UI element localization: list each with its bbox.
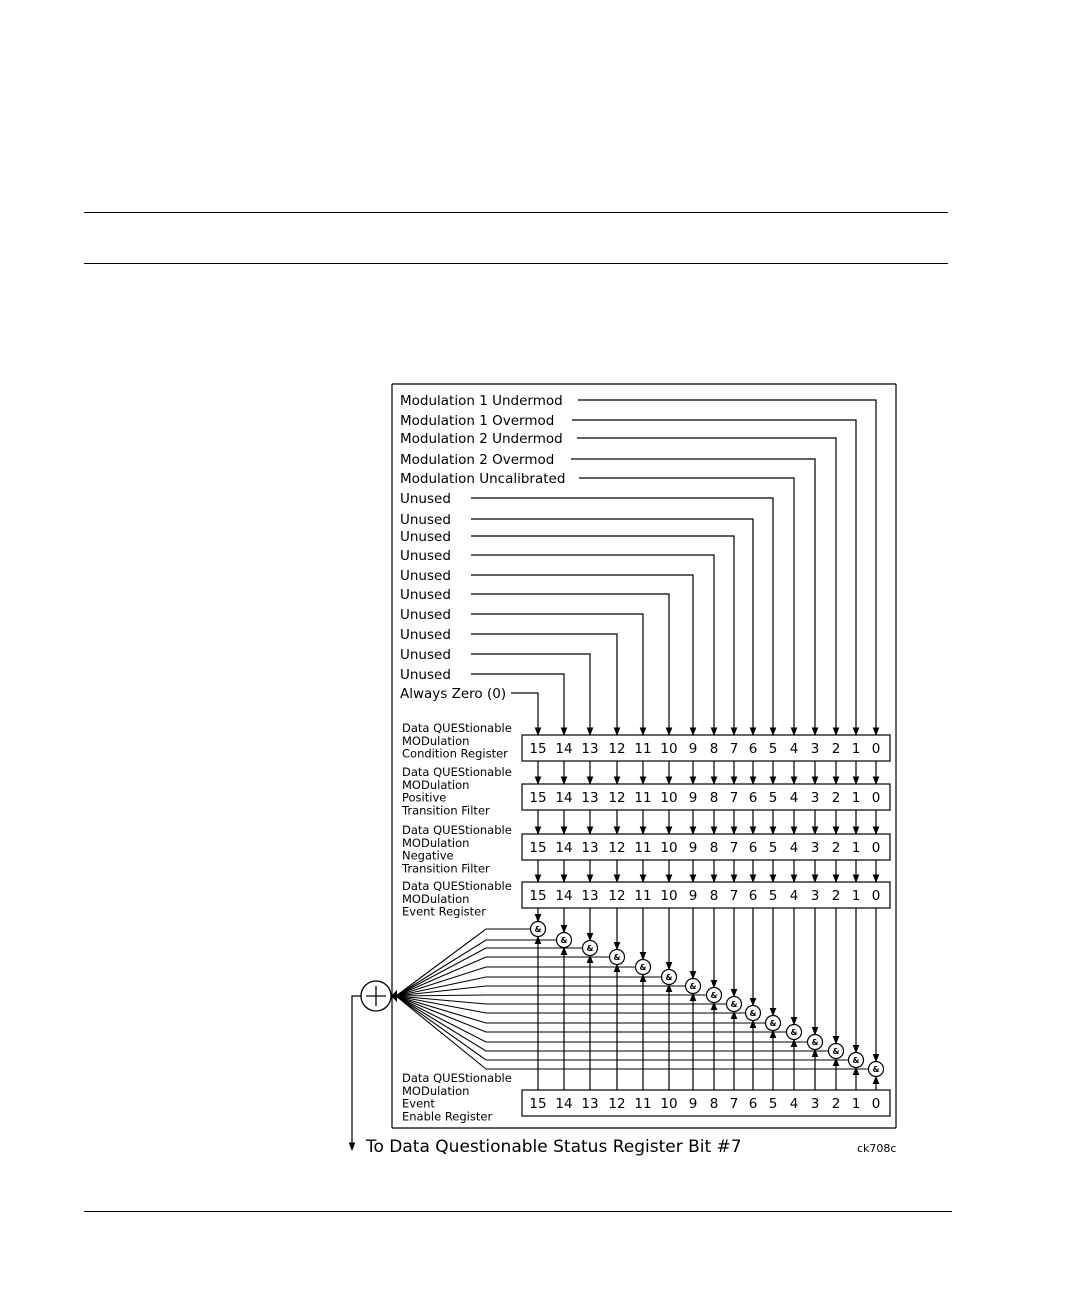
register-bit-9: 9: [688, 888, 698, 904]
input-label-bit-7: Unused: [400, 529, 451, 545]
register-label-line: MODulation: [402, 835, 470, 850]
register-bit-1: 1: [851, 888, 861, 904]
input-line-bit-2: [577, 438, 836, 735]
and-symbol: &: [769, 1019, 777, 1028]
register-label-line: Data QUEStionable: [402, 765, 512, 779]
and-symbol: &: [639, 963, 647, 972]
register-bit-5: 5: [768, 1096, 778, 1112]
input-label-bit-15: Always Zero (0): [400, 686, 507, 702]
and-symbol: &: [872, 1065, 880, 1074]
register-bit-2: 2: [831, 1096, 841, 1112]
register-bit-7: 7: [729, 1096, 739, 1112]
register-bit-12: 12: [608, 840, 626, 856]
register-3: [402, 879, 890, 919]
register-bit-7: 7: [729, 741, 739, 757]
register-bit-7: 7: [729, 840, 739, 856]
input-label-bit-13: Unused: [400, 647, 451, 663]
register-bit-10: 10: [660, 741, 678, 757]
register-bit-8: 8: [709, 1096, 719, 1112]
registers: [401, 721, 890, 1123]
input-label-bit-8: Unused: [400, 548, 451, 564]
register-bit-4: 4: [789, 1096, 799, 1112]
register-bit-6: 6: [748, 1096, 758, 1112]
register-bit-1: 1: [851, 741, 861, 757]
register-bit-2: 2: [831, 840, 841, 856]
register-bit-6: 6: [748, 790, 758, 806]
register-bit-12: 12: [608, 888, 626, 904]
register-bit-7: 7: [729, 888, 739, 904]
register-bit-9: 9: [688, 790, 698, 806]
register-bit-6: 6: [748, 840, 758, 856]
register-bit-5: 5: [768, 840, 778, 856]
register-bit-9: 9: [688, 1096, 698, 1112]
register-bit-12: 12: [608, 790, 626, 806]
register-bit-6: 6: [748, 888, 758, 904]
register-bit-4: 4: [789, 790, 799, 806]
register-bit-13: 13: [581, 741, 599, 757]
and-symbol: &: [852, 1056, 860, 1065]
and-symbol: &: [586, 944, 594, 953]
register-bit-3: 3: [810, 888, 820, 904]
register-bit-10: 10: [660, 840, 678, 856]
register-label-line: Event Register: [402, 904, 486, 919]
register-label-line: Enable Register: [402, 1109, 493, 1124]
register-bit-8: 8: [709, 840, 719, 856]
register-bit-14: 14: [555, 741, 573, 757]
register-bit-2: 2: [831, 888, 841, 904]
register-bit-11: 11: [634, 888, 652, 904]
register-bit-1: 1: [851, 840, 861, 856]
register-bit-8: 8: [709, 741, 719, 757]
input-label-bit-12: Unused: [400, 627, 451, 643]
register-label-line: Data QUEStionable: [402, 823, 512, 837]
register-bit-11: 11: [634, 840, 652, 856]
and-symbol: &: [560, 936, 568, 945]
register-bit-14: 14: [555, 840, 573, 856]
register-label-line: Condition Register: [402, 746, 508, 761]
input-line-bit-6: [471, 519, 753, 735]
register-bit-9: 9: [688, 741, 698, 757]
register-bit-0: 0: [871, 741, 881, 757]
register-0: [402, 721, 890, 761]
input-line-bit-12: [471, 634, 617, 735]
register-bit-4: 4: [789, 741, 799, 757]
register-bit-15: 15: [529, 741, 547, 757]
register-bit-0: 0: [871, 840, 881, 856]
register-bit-3: 3: [810, 790, 820, 806]
input-line-bit-10: [471, 594, 669, 735]
register-label-line: Transition Filter: [402, 803, 490, 818]
register-bit-5: 5: [768, 888, 778, 904]
input-line-bit-5: [471, 498, 773, 735]
register-bit-15: 15: [529, 790, 547, 806]
register-bit-5: 5: [768, 790, 778, 806]
register-bit-12: 12: [608, 741, 626, 757]
and-symbol: &: [790, 1028, 798, 1037]
register-bit-5: 5: [768, 741, 778, 757]
register-bit-4: 4: [789, 888, 799, 904]
and-gates: [396, 908, 884, 1090]
and-symbol: &: [811, 1038, 819, 1047]
register-bit-2: 2: [831, 790, 841, 806]
register-bit-0: 0: [871, 888, 881, 904]
input-label-bit-9: Unused: [400, 568, 451, 584]
register-label-line: Positive: [402, 790, 447, 805]
register-bit-14: 14: [555, 1096, 573, 1112]
register-1: [401, 765, 890, 817]
register-bit-13: 13: [581, 790, 599, 806]
input-line-bit-9: [471, 575, 693, 735]
register-bit-6: 6: [748, 741, 758, 757]
input-label-bit-14: Unused: [400, 667, 451, 683]
input-label-bit-0: Modulation 1 Undermod: [400, 393, 563, 409]
and-symbol: &: [710, 991, 718, 1000]
register-bit-9: 9: [688, 840, 698, 856]
and-symbol: &: [730, 1000, 738, 1009]
input-line-bit-8: [471, 555, 714, 735]
input-line-bit-0: [578, 400, 876, 735]
and-symbol: &: [665, 973, 673, 982]
register-bit-15: 15: [529, 840, 547, 856]
register-bit-8: 8: [709, 790, 719, 806]
bit-input-labels: [400, 393, 876, 735]
input-line-bit-15: [511, 693, 538, 735]
and-output-line: [396, 996, 808, 1042]
register-label-line: Data QUEStionable: [402, 721, 512, 735]
or-summation: [352, 981, 397, 1150]
register-bit-2: 2: [831, 741, 841, 757]
register-label-line: MODulation: [402, 777, 470, 792]
input-label-bit-1: Modulation 1 Overmod: [400, 413, 555, 429]
register-bit-3: 3: [810, 741, 820, 757]
register-bit-3: 3: [810, 1096, 820, 1112]
register-bit-11: 11: [634, 741, 652, 757]
and-symbol: &: [749, 1009, 757, 1018]
input-label-bit-3: Modulation 2 Overmod: [400, 452, 555, 468]
register-label-line: Negative: [402, 848, 454, 863]
output-label: To Data Questionable Status Register Bit #7: [366, 1137, 742, 1157]
register-label-line: MODulation: [402, 1083, 470, 1098]
register-bit-15: 15: [529, 888, 547, 904]
and-output-line: [396, 995, 707, 996]
register-bit-13: 13: [581, 840, 599, 856]
register-bit-0: 0: [871, 790, 881, 806]
register-bit-10: 10: [660, 1096, 678, 1112]
register-label-line: MODulation: [402, 733, 470, 748]
register-4: [402, 1071, 890, 1123]
register-bit-13: 13: [581, 1096, 599, 1112]
and-output-line: [396, 996, 727, 1004]
register-bit-11: 11: [634, 790, 652, 806]
register-label-line: Data QUEStionable: [402, 879, 512, 893]
input-label-bit-10: Unused: [400, 587, 451, 603]
register-bit-1: 1: [851, 1096, 861, 1112]
input-line-bit-7: [471, 536, 734, 735]
register-label-line: Transition Filter: [402, 861, 490, 876]
register-label-line: Data QUEStionable: [402, 1071, 512, 1085]
register-bit-11: 11: [634, 1096, 652, 1112]
input-label-bit-5: Unused: [400, 491, 451, 507]
and-symbol: &: [689, 982, 697, 991]
register-bit-3: 3: [810, 840, 820, 856]
register-bit-10: 10: [660, 790, 678, 806]
register-bit-15: 15: [529, 1096, 547, 1112]
and-output-line: [396, 948, 583, 996]
register-bit-10: 10: [660, 888, 678, 904]
register-bit-1: 1: [851, 790, 861, 806]
input-label-bit-11: Unused: [400, 607, 451, 623]
register-bit-7: 7: [729, 790, 739, 806]
register-bit-4: 4: [789, 840, 799, 856]
input-line-bit-4: [579, 478, 794, 735]
output-arrow: [352, 996, 361, 1150]
input-label-bit-4: Modulation Uncalibrated: [400, 471, 566, 487]
input-label-bit-6: Unused: [400, 512, 451, 528]
register-bit-14: 14: [555, 790, 573, 806]
register-label-line: Event: [402, 1096, 435, 1111]
and-symbol: &: [534, 925, 542, 934]
register-bit-13: 13: [581, 888, 599, 904]
register-bit-14: 14: [555, 888, 573, 904]
figure-code: ck708c: [857, 1142, 897, 1155]
and-symbol: &: [832, 1047, 840, 1056]
register-bit-12: 12: [608, 1096, 626, 1112]
register-bit-0: 0: [871, 1096, 881, 1112]
register-label-line: MODulation: [402, 891, 470, 906]
register-bit-8: 8: [709, 888, 719, 904]
register-2: [401, 823, 890, 875]
input-label-bit-2: Modulation 2 Undermod: [400, 431, 563, 447]
and-symbol: &: [613, 953, 621, 962]
